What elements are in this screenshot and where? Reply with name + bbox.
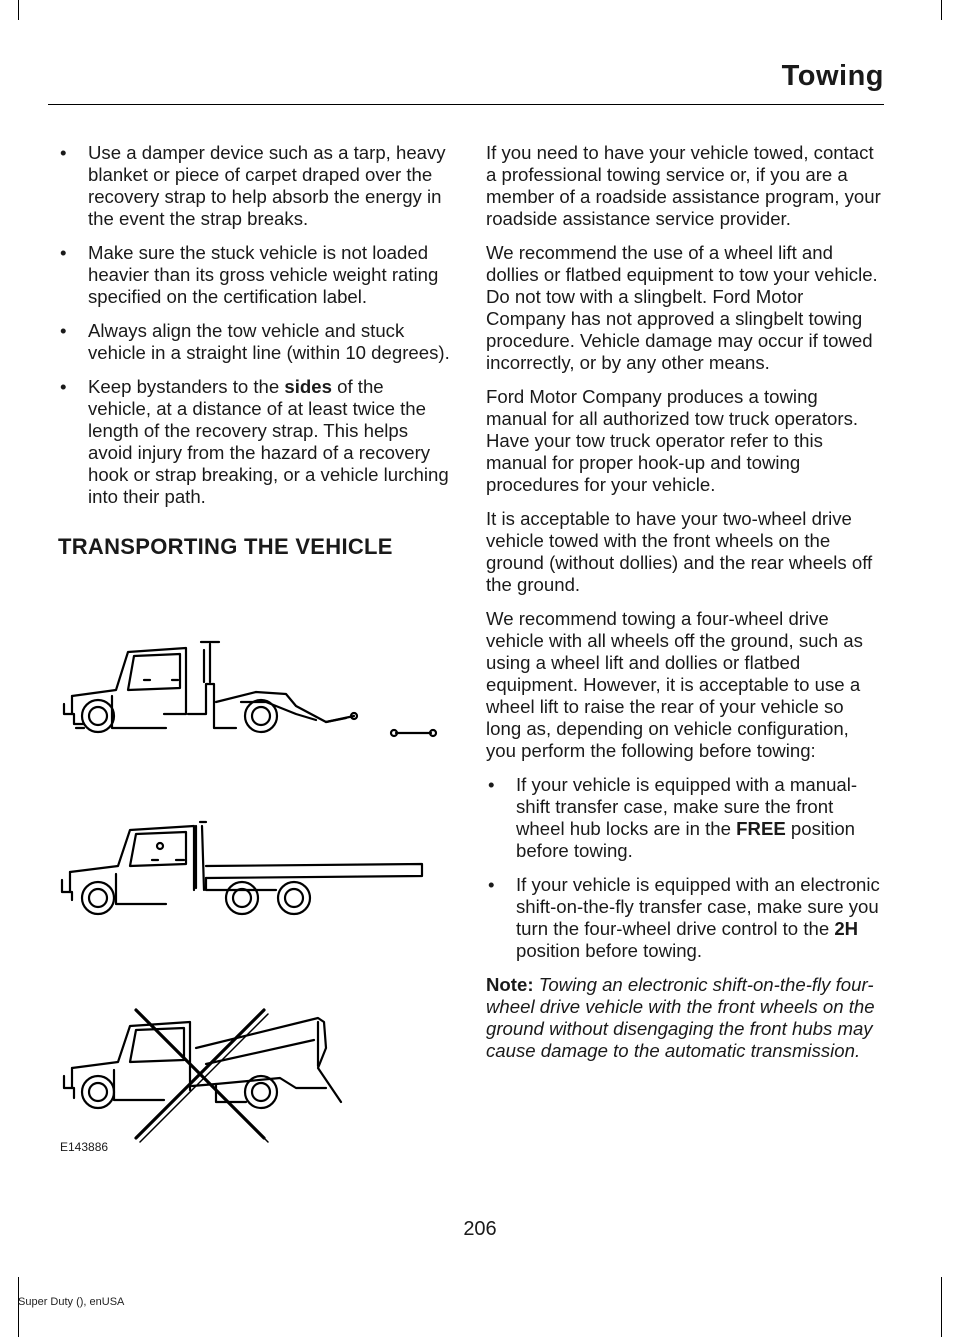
list-item: • If your vehicle is equipped with a manual-shift transfer case, make sure the front wheel hub locks are in the FREE position before towing. [486, 774, 882, 862]
note [486, 974, 882, 1062]
list-item: • If your vehicle is equipped with an electronic shift-on-the-fly transfer case, make sure you turn the four-wheel drive control to the 2H position before towing. [486, 874, 882, 962]
slingbelt-truck-illustration [64, 1018, 341, 1108]
figure-label: E143886 [60, 1140, 109, 1154]
footer-text: Super Duty (), enUSA [18, 1296, 125, 1308]
emphasis-text: sides [284, 376, 332, 397]
right-bullet-list [486, 774, 882, 962]
emphasis-text: FREE [736, 818, 786, 839]
crop-mark [941, 1277, 942, 1337]
paragraph: We recommend towing a four-wheel drive vehicle with all wheels off the ground, such as using a wheel lift and dollies or flatbed equipment. However, it is acceptable to use a wheel lift to raise the rear of your vehicle so long as, depending on vehicle configuration, you perform the following before towing: [486, 608, 863, 761]
paragraph: It is acceptable to have your two-wheel drive vehicle towed with the front wheels on the ground (without dollies) and the rear wheels off the ground. [486, 508, 873, 595]
prohibited-cross-icon [136, 1010, 268, 1142]
flatbed-truck-illustration [62, 822, 422, 914]
emphasis-text: 2H [834, 918, 859, 939]
wheel-lift-truck-illustration [64, 642, 436, 736]
section-heading: TRANSPORTING THE VEHICLE [58, 534, 393, 559]
header-divider [48, 104, 884, 105]
note-label: Note: [486, 974, 534, 995]
paragraph: If you need to have your vehicle towed, contact a professional towing service or, if you are a member of a roadside assistance program, your roadside assistance service provider. [486, 142, 881, 229]
page-number: 206 [463, 1218, 497, 1240]
list-item: • Keep bystanders to the sides of the vehicle, at a distance of at least twice the length of the recovery strap. This helps avoid injury from the hazard of a recovery hook or strap breaking, or a vehicle lurching into their path. [58, 376, 450, 508]
left-bullet-list [58, 142, 450, 508]
right-column [486, 142, 882, 1074]
note-text: Towing an electronic shift-on-the-fly four-wheel drive vehicle with the front wheels on the ground without disengaging the front hubs may cause damage to the automatic transmission. [486, 974, 875, 1061]
page-header-title: Towing [781, 60, 884, 92]
paragraph: We recommend the use of a wheel lift and dollies or flatbed equipment to tow your vehicle. Do not tow with a slingbelt. Ford Motor Company has not approved a slingbelt towing procedure. Vehicle damage may occur if towed incorrectly, or by any other means. [486, 242, 878, 373]
list-item: • Use a damper device such as a tarp, heavy blanket or piece of carpet draped over the recovery strap to help absorb the energy in the event the strap breaks. [58, 142, 450, 230]
paragraph: Ford Motor Company produces a towing manual for all authorized tow truck operators. Have your tow truck operator refer to this manual for proper hook-up and towing procedures for your vehicle. [486, 386, 859, 495]
left-column [58, 142, 450, 558]
list-item: • Make sure the stuck vehicle is not loaded heavier than its gross vehicle weight rating specified on the certification label. [58, 242, 450, 308]
crop-mark [941, 0, 942, 20]
towing-illustration [56, 632, 440, 1164]
list-item: • Always align the tow vehicle and stuck vehicle in a straight line (within 10 degrees). [58, 320, 450, 364]
crop-mark [18, 0, 19, 20]
